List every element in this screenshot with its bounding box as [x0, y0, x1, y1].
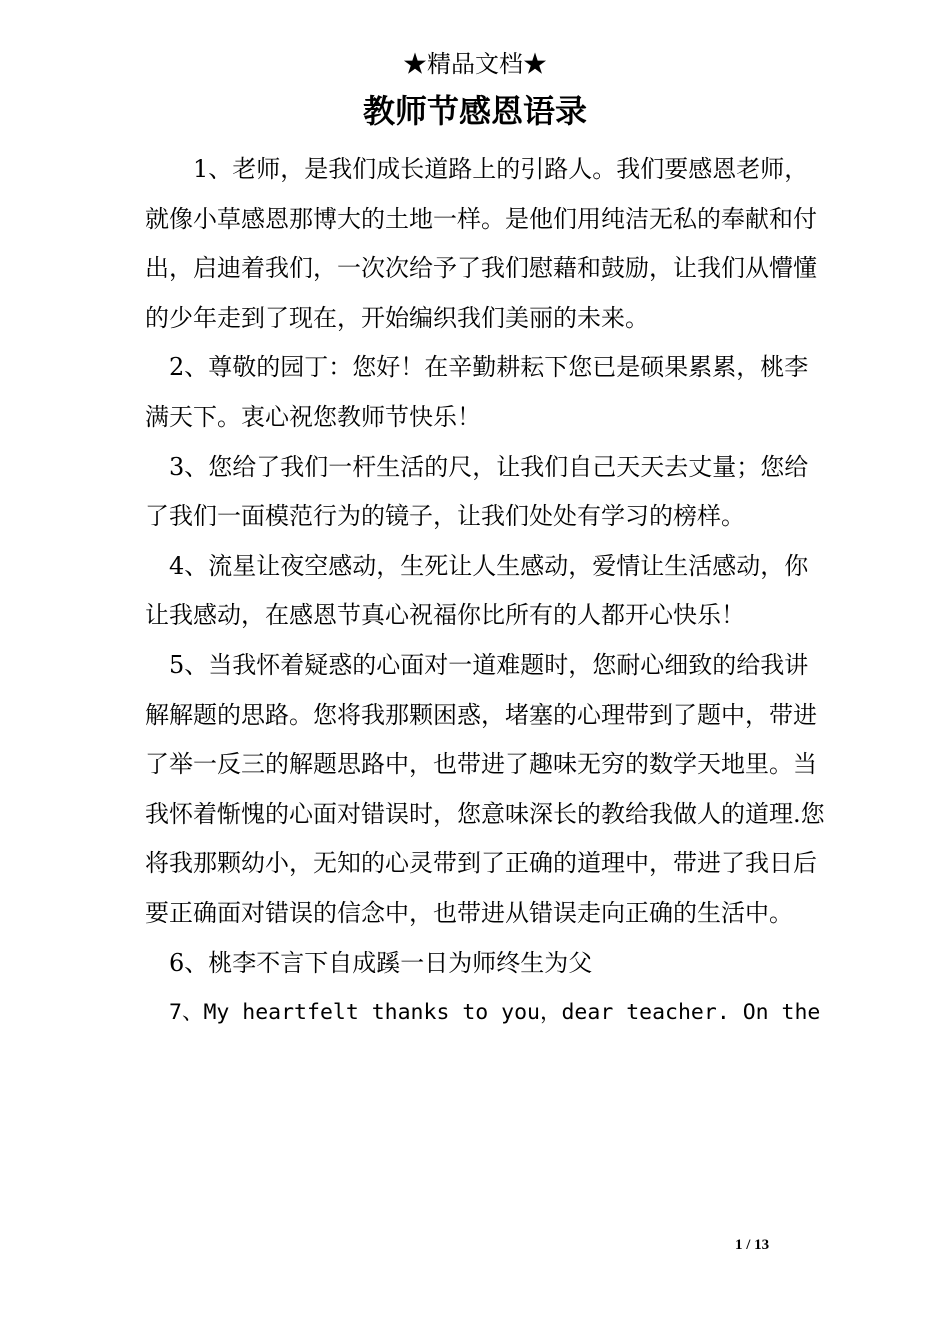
document-body: [145, 145, 825, 1038]
page-number: 1 / 13: [735, 1237, 770, 1253]
paragraph-5: 5、当我怀着疑惑的心面对一道难题时，您耐心细致的给我讲解解题的思路。您将我那颗困惑，堵塞的心理带到了题中，带进了举一反三的解题思路中，也带进了趣味无穷的数学天地里。当我怀着惭愧的心面对错误时，您意味深长的教给我做人的道理.您将我那颗幼小，无知的心灵带到了正确的道理中，带进了我日后要正确面对错误的信念中，也带进从错误走向正确的生活中。: [145, 650, 825, 927]
header-mark: ★精品文档★: [403, 50, 547, 78]
paragraph-6: 6、桃李不言下自成蹊一日为师终生为父: [169, 948, 593, 977]
paragraph-1: 1、老师，是我们成长道路上的引路人。我们要感恩老师，就像小草感恩那博大的土地一样。是他们用纯洁无私的奉献和付出，启迪着我们，一次次给予了我们慰藉和鼓励，让我们从懵懂的少年走到了现在，开始编织我们美丽的未来。: [145, 155, 817, 332]
paragraph-3: 3、您给了我们一杆生活的尺，让我们自己天天去丈量；您给了我们一面模范行为的镜子，让我们处处有学习的榜样。: [145, 452, 809, 531]
paragraph-2: 2、尊敬的园丁：您好！在辛勤耕耘下您已是硕果累累，桃李满天下。衷心祝您教师节快乐！: [145, 353, 809, 431]
paragraph-4: 4、流星让夜空感动，生死让人生感动，爱情让生活感动，你让我感动，在感恩节真心祝福你比所有的人都开心快乐！: [145, 551, 809, 630]
document-title: 教师节感恩语录: [362, 92, 587, 130]
paragraph-7: 7、My heartfelt thanks to you，dear teacher. On the: [169, 1000, 821, 1026]
